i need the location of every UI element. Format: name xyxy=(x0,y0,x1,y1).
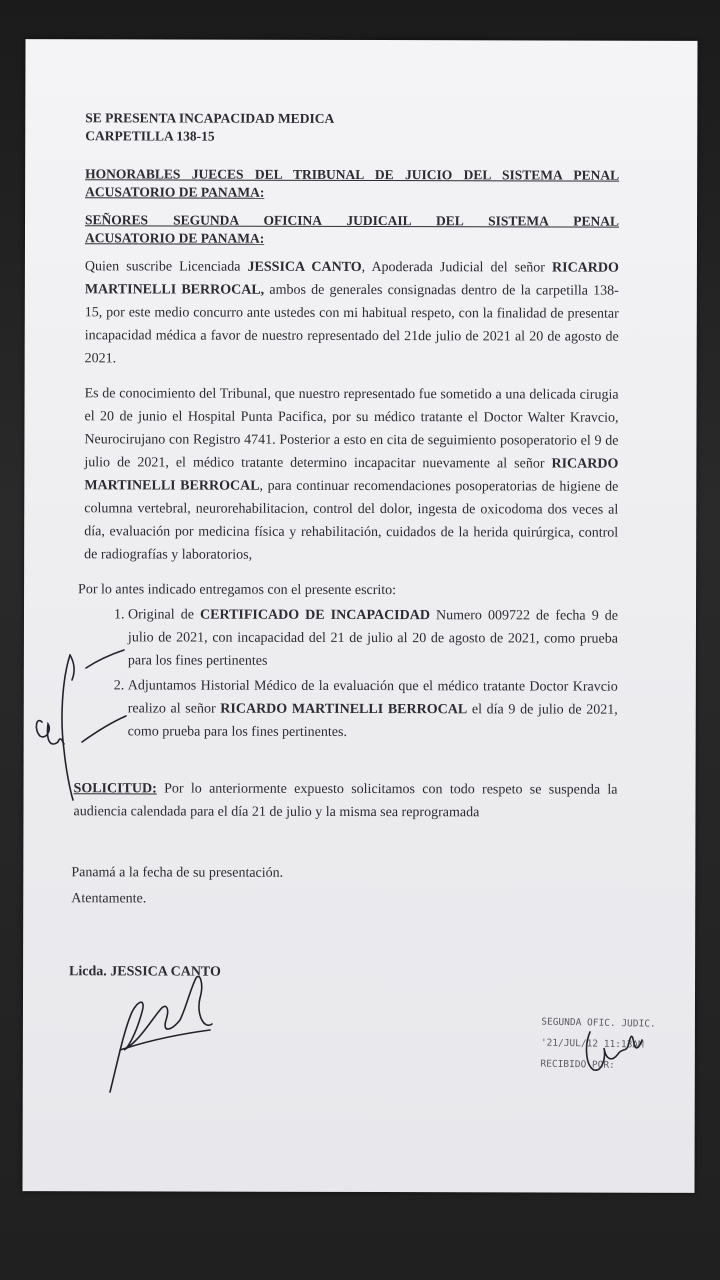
stamp-office: SEGUNDA OFIC. JUDIC. xyxy=(541,1016,656,1030)
paragraph-enclosures-intro: Por lo antes indicado entregamos con el presente escrito: xyxy=(78,582,397,599)
enclosure-item: 1. Original de CERTIFICADO DE INCAPACIDAD Numero 009722 de fecha 9 de julio de 2021, con incapacidad del 21 de julio al 20 de agosto de 2021, como prueba para los fines pertinentes xyxy=(128,603,618,673)
heading-case-number: CARPETILLA 138-15 xyxy=(85,128,215,144)
paragraph-intro: Quien suscribe Licenciada JESSICA CANTO, Apoderada Judicial del señor RICARDO MARTINELLI BERROCAL, ambos de generales consignadas dentro de la carpetilla 138-15, por este medio concurro ante ustedes con mi habitual respeto, con la finalidad de presentar incapacidad médica a favor de nuestro representado del 21de julio de 2021 al 20 de agosto de 2021. xyxy=(84,259,619,367)
stamp-received-by: RECIBIDO POR: xyxy=(540,1058,615,1071)
document-heading xyxy=(85,109,619,146)
signer-line: Licda. JESSICA CANTO xyxy=(69,964,221,980)
addressee-judges: HONORABLES JUECES DEL TRIBUNAL DE JUICIO DEL SISTEMA PENAL ACUSATORIO DE PANAMA: xyxy=(85,166,620,200)
document-page xyxy=(22,39,697,1193)
enclosure-item: 2. Adjuntamos Historial Médico de la evaluación que el médico tratante Doctor Kravcio realizo al señor RICARDO MARTINELLI BERROCAL el día 9 de julio de 2021, como prueba para los fines pertinentes. xyxy=(128,674,618,744)
closing-place: Panamá a la fecha de su presentación. xyxy=(71,865,284,881)
paragraph-background: Es de conocimiento del Tribunal, que nuestro representado fue sometido a una delicada cirugia el 20 de junio el Hospital Punta Pacifica, por su médico tratante el Doctor Walter Kravcio, Neurocirujano con Registro 4741. Posterior a esto en cita de seguimiento posoperatorio el 9 de julio de 2021, el médico tratante determino incapacitar nuevamente al señor RICARDO MARTINELLI BERROCAL, para continuar recomendaciones posoperatorias de higiene de columna vertebral, neurorehabilitacion, control del dolor, ingesta de oxicodoma dos veces al día, evaluación por medicina física y rehabilitación, cuidados de la herida quirúrgica, control de radiografías y laboratorios, xyxy=(84,386,619,563)
enclosures-list xyxy=(84,603,618,744)
closing-regards: Atentamente. xyxy=(71,891,147,907)
document-body xyxy=(69,109,620,984)
heading-title: SE PRESENTA INCAPACIDAD MEDICA xyxy=(85,110,335,126)
received-stamp xyxy=(540,1011,656,1076)
stamp-datetime: '21/JUL/12 11:13AM xyxy=(540,1037,644,1051)
addressee-office: SEÑORES SEGUNDA OFICINA JUDICAIL DEL SISTEMA PENAL ACUSATORIO DE PANAMA: xyxy=(84,212,620,246)
paragraph-request: SOLICITUD: Por lo anteriormente expuesto solicitamos con todo respeto se suspenda la audiencia calendada para el día 21 de julio y la misma sea reprogramada xyxy=(73,781,618,821)
